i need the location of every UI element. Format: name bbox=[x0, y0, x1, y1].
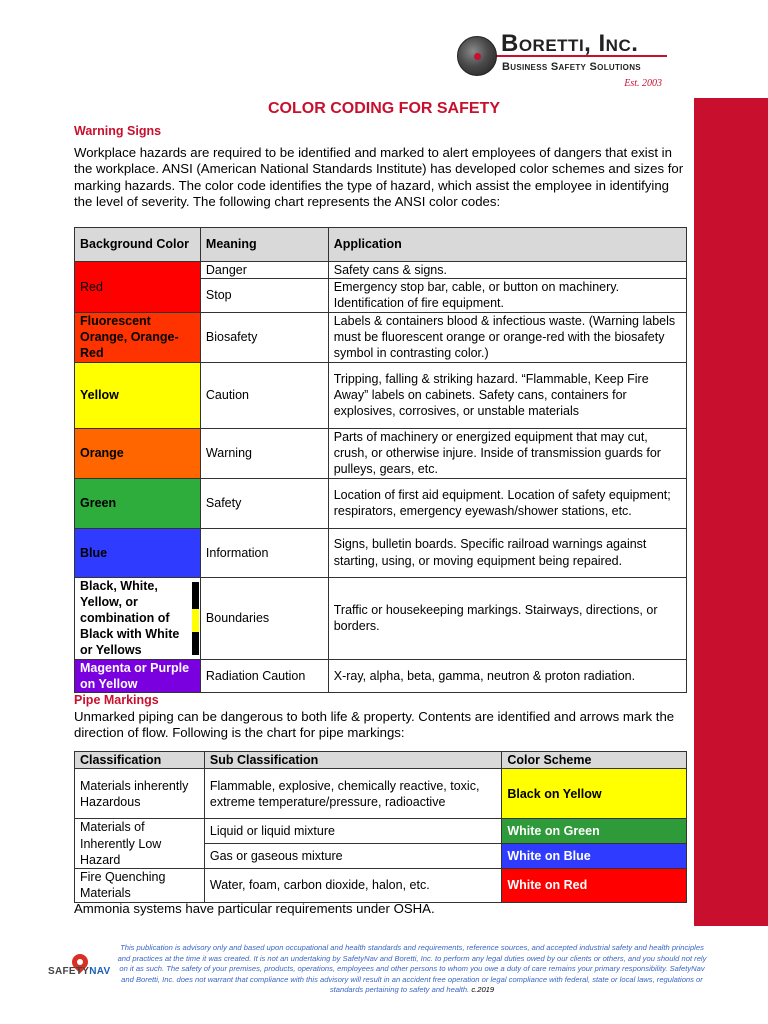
classification-cell: Materials of Inherently Low Hazard bbox=[75, 819, 205, 869]
document-title: COLOR CODING FOR SAFETY bbox=[268, 100, 500, 117]
meaning-cell: Danger bbox=[200, 262, 328, 279]
logo-tagline: Business Safety Solutions bbox=[502, 61, 641, 73]
table-header-row bbox=[75, 752, 687, 769]
application-cell: Tripping, falling & striking hazard. “Flammable, Keep Fire Away” labels on cabinets. Safety cans, containers for explosives, corrosives, or unstable materials bbox=[328, 362, 686, 428]
boundary-stripe-swatch bbox=[192, 582, 199, 655]
classification-cell: Fire Quenching Materials bbox=[75, 869, 205, 902]
meaning-cell: Warning bbox=[200, 428, 328, 478]
color-scheme-white-on-red: White on Red bbox=[502, 869, 687, 902]
safetynav-wordmark: SAFETYNAV bbox=[48, 966, 111, 977]
table-row bbox=[75, 312, 687, 362]
boundaries-color-label: Black, White, Yellow, or combination of Black with White or Yellows bbox=[80, 578, 180, 658]
boretti-logo bbox=[455, 28, 670, 96]
meaning-cell: Stop bbox=[200, 279, 328, 312]
pipe-markings-intro: Unmarked piping can be dangerous to both life & property. Contents are identified and arrows mark the direction of flow. Following is the chart for pipe markings: bbox=[74, 709, 675, 741]
header-classification: Classification bbox=[75, 752, 205, 769]
table-row bbox=[75, 819, 687, 844]
application-cell: Safety cans & signs. bbox=[328, 262, 686, 279]
color-swatch-red: Red bbox=[75, 262, 201, 313]
color-scheme-white-on-blue: White on Blue bbox=[502, 844, 687, 869]
meaning-cell: Boundaries bbox=[200, 577, 328, 659]
red-sidebar-bar bbox=[694, 98, 768, 926]
application-cell: Emergency stop bar, cable, or button on machinery. Identification of fire equipment. bbox=[328, 279, 686, 312]
sub-classification-cell: Gas or gaseous mixture bbox=[204, 844, 501, 869]
application-cell: X-ray, alpha, beta, gamma, neutron & proton radiation. bbox=[328, 659, 686, 692]
header-meaning: Meaning bbox=[200, 228, 328, 262]
meaning-cell: Radiation Caution bbox=[200, 659, 328, 692]
table-row bbox=[75, 262, 687, 279]
disclaimer-text: This publication is advisory only and based upon occupational and health standards and requirements, reference sources, and accepted industrial safety and health principles and practices at the time it was created. It is not an undertaking by SafetyNav and Boretti, Inc. to perform any legal duties owed by our clients or others, and you should not rely on it as such. The safety of your premises, products, operations, employees and other persons to whom you owe a duty of care remains your primary responsibility. SafetyNav and Boretti, Inc. does not warrant that compliance with this advisory will result in an accident free operation or legal compliance with federal, state or local laws, regulations or standards pertaining to safety and health. bbox=[117, 943, 707, 994]
ansi-color-table bbox=[74, 227, 687, 693]
table-header-row bbox=[75, 228, 687, 262]
meaning-cell: Caution bbox=[200, 362, 328, 428]
sub-classification-cell: Liquid or liquid mixture bbox=[204, 819, 501, 844]
meaning-cell: Biosafety bbox=[200, 312, 328, 362]
application-cell: Signs, bulletin boards. Specific railroad warnings against starting, using, or moving equipment being repaired. bbox=[328, 528, 686, 577]
sub-classification-cell: Water, foam, carbon dioxide, halon, etc. bbox=[204, 869, 501, 902]
ammonia-note: Ammonia systems have particular requirements under OSHA. bbox=[74, 901, 435, 916]
logo-company-name: Boretti, Inc. bbox=[501, 30, 639, 57]
safetynav-logo bbox=[48, 952, 118, 992]
header-background-color: Background Color bbox=[75, 228, 201, 262]
table-row bbox=[75, 659, 687, 692]
meaning-cell: Information bbox=[200, 528, 328, 577]
color-swatch-yellow: Yellow bbox=[75, 362, 201, 428]
color-swatch-orange: Orange bbox=[75, 428, 201, 478]
table-row bbox=[75, 362, 687, 428]
color-swatch-blue: Blue bbox=[75, 528, 201, 577]
classification-cell: Materials inherently Hazardous bbox=[75, 769, 205, 819]
application-cell: Parts of machinery or energized equipment that may cut, crush, or otherwise injure. Inside of transmission guards for pulleys, gears, etc. bbox=[328, 428, 686, 478]
color-scheme-black-on-yellow: Black on Yellow bbox=[502, 769, 687, 819]
color-swatch-green: Green bbox=[75, 478, 201, 528]
pipe-markings-table bbox=[74, 751, 687, 903]
header-color-scheme: Color Scheme bbox=[502, 752, 687, 769]
application-cell: Traffic or housekeeping markings. Stairways, directions, or borders. bbox=[328, 577, 686, 659]
table-row bbox=[75, 528, 687, 577]
sub-classification-cell: Flammable, explosive, chemically reactive, toxic, extreme temperature/pressure, radioactive bbox=[204, 769, 501, 819]
application-cell: Location of first aid equipment. Location of safety equipment; respirators, emergency eyewash/shower stations, etc. bbox=[328, 478, 686, 528]
table-row bbox=[75, 869, 687, 902]
footer-disclaimer bbox=[116, 943, 708, 996]
color-scheme-white-on-green: White on Green bbox=[502, 819, 687, 844]
application-cell: Labels & containers blood & infectious waste. (Warning labels must be fluorescent orange or orange-red with the biosafety symbol in contrasting color.) bbox=[328, 312, 686, 362]
warning-signs-intro: Workplace hazards are required to be identified and marked to alert employees of dangers that exist in the workplace. ANSI (American National Standards Institute) has developed color schemes and sizes for marking hazards. The color code identifies the type of hazard, which assist the employee in identifying the level of severity. The following chart represents the ANSI color codes: bbox=[74, 145, 684, 209]
table-row bbox=[75, 478, 687, 528]
color-swatch-boundaries bbox=[75, 577, 201, 659]
header-application: Application bbox=[328, 228, 686, 262]
logo-established: Est. 2003 bbox=[624, 78, 662, 89]
table-row bbox=[75, 577, 687, 659]
table-row bbox=[75, 769, 687, 819]
warning-signs-heading: Warning Signs bbox=[74, 124, 162, 138]
logo-globe-icon bbox=[457, 36, 497, 76]
color-swatch-magenta: Magenta or Purple on Yellow bbox=[75, 659, 201, 692]
meaning-cell: Safety bbox=[200, 478, 328, 528]
table-row bbox=[75, 428, 687, 478]
copyright-year: c.2019 bbox=[471, 985, 495, 994]
color-swatch-fluorescent-orange: Fluorescent Orange, Orange-Red bbox=[75, 312, 201, 362]
header-sub-classification: Sub Classification bbox=[204, 752, 501, 769]
pipe-markings-heading: Pipe Markings bbox=[74, 693, 159, 707]
